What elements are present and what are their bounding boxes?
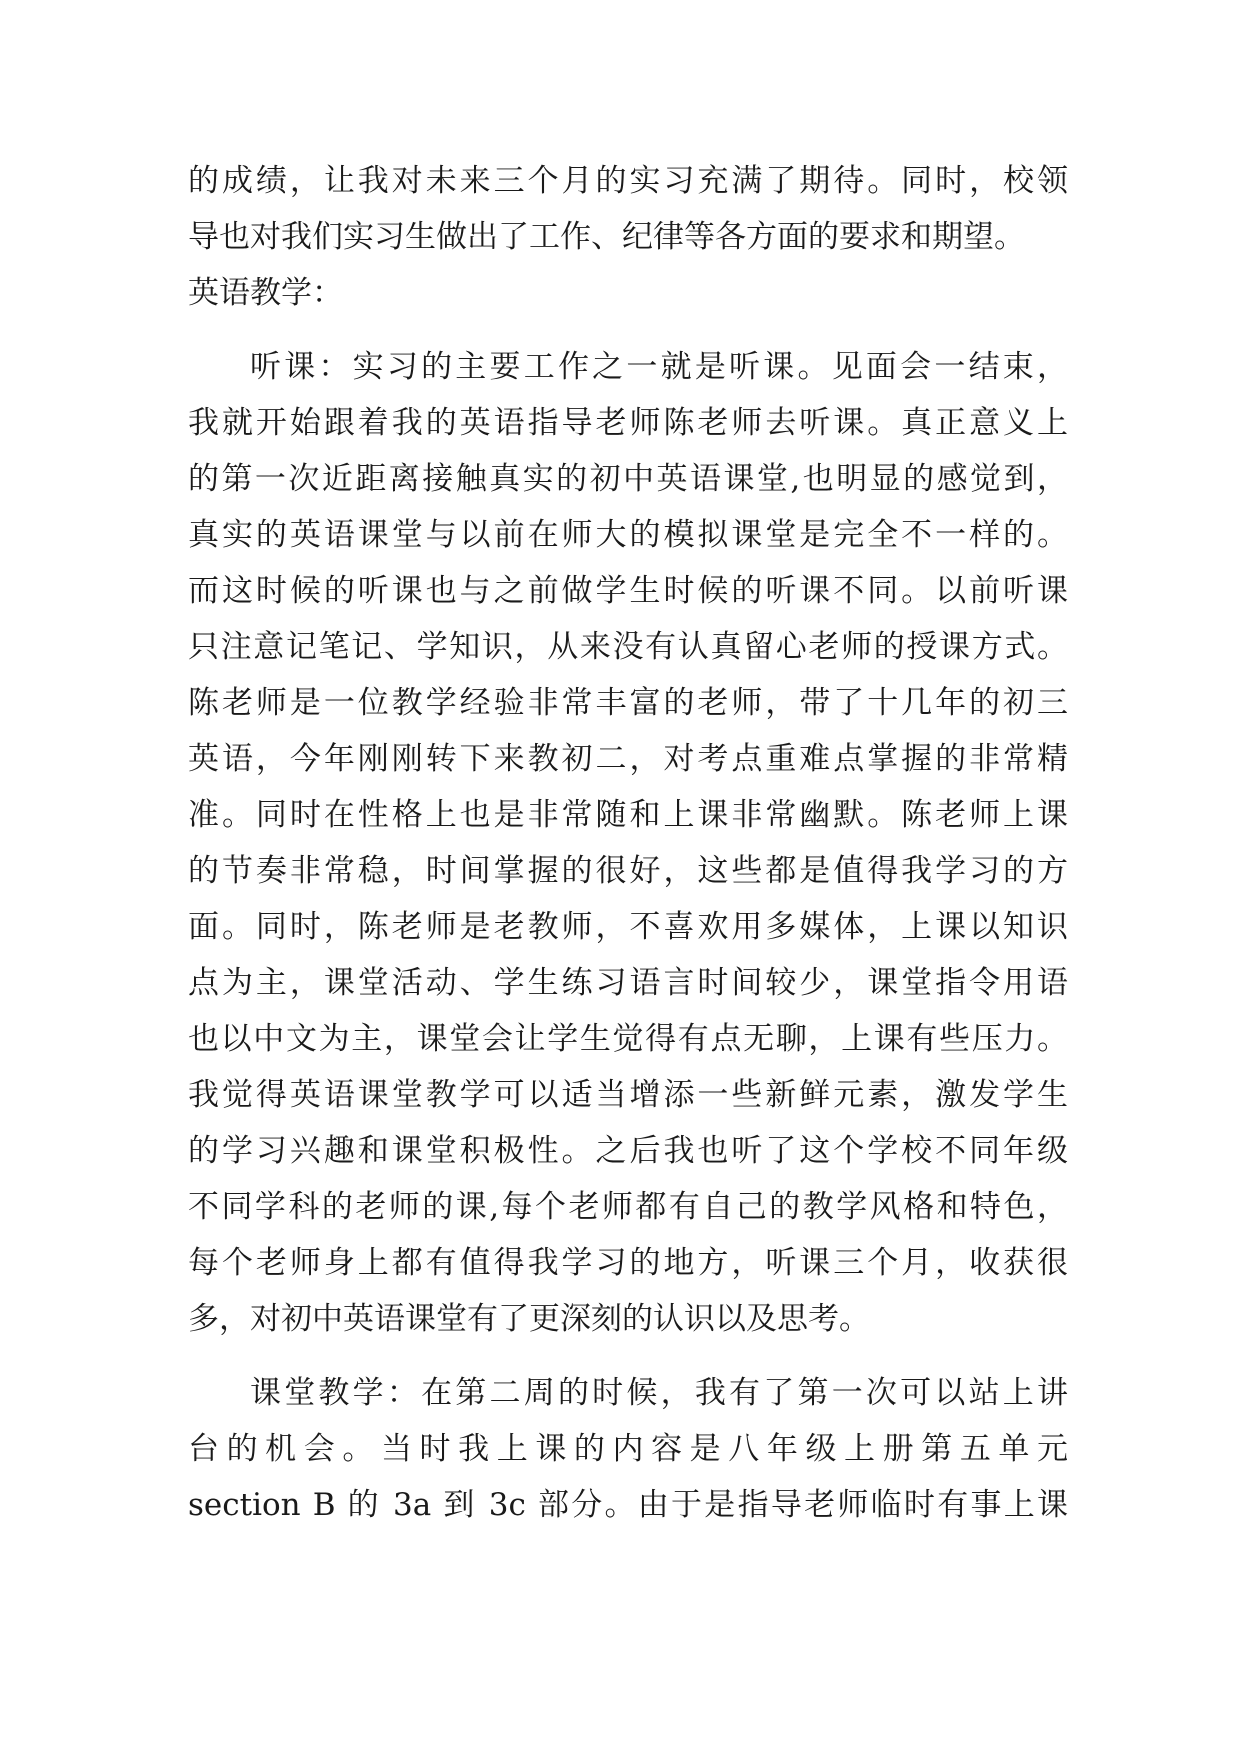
paragraph-line: 面。同时，陈老师是老教师，不喜欢用多媒体，上课以知识: [188, 909, 1068, 945]
intro-paragraph: [188, 153, 1068, 265]
document-body: [188, 153, 1068, 1533]
listening-paragraph: [188, 339, 1068, 1347]
paragraph-line: 点为主，课堂活动、学生练习语言时间较少，课堂指令用语: [188, 965, 1068, 1001]
paragraph-line: 每个老师身上都有值得我学习的地方，听课三个月，收获很: [188, 1245, 1068, 1281]
paragraph-spacer: [188, 1347, 1068, 1365]
paragraph-line: 的成绩，让我对未来三个月的实习充满了期待。同时，校领: [188, 163, 1068, 199]
paragraph-line: 台的机会。当时我上课的内容是八年级上册第五单元: [188, 1431, 1068, 1467]
paragraph-line: 听课：实习的主要工作之一就是听课。见面会一结束，: [250, 349, 1068, 385]
paragraph-line: 的学习兴趣和课堂积极性。之后我也听了这个学校不同年级: [188, 1133, 1068, 1169]
paragraph-line: 陈老师是一位教学经验非常丰富的老师，带了十几年的初三: [188, 685, 1068, 721]
paragraph-line: 导也对我们实习生做出了工作、纪律等各方面的要求和期望。: [188, 219, 1025, 255]
paragraph-line: 也以中文为主，课堂会让学生觉得有点无聊，上课有些压力。: [188, 1021, 1068, 1057]
paragraph-line: section B 的 3a 到 3c 部分。由于是指导老师临时有事上课: [188, 1487, 1068, 1523]
paragraph-line: 的节奏非常稳，时间掌握的很好，这些都是值得我学习的方: [188, 853, 1068, 889]
paragraph-line: 我就开始跟着我的英语指导老师陈老师去听课。真正意义上: [188, 405, 1068, 441]
paragraph-spacer: [188, 321, 1068, 339]
paragraph-line: 真实的英语课堂与以前在师大的模拟课堂是完全不一样的。: [188, 517, 1068, 553]
section-heading: 英语教学：: [188, 275, 343, 311]
paragraph-line: 而这时候的听课也与之前做学生时候的听课不同。以前听课: [188, 573, 1068, 609]
paragraph-line: 的第一次近距离接触真实的初中英语课堂,也明显的感觉到，: [188, 461, 1068, 497]
paragraph-line: 不同学科的老师的课,每个老师都有自己的教学风格和特色，: [188, 1189, 1068, 1225]
classroom-paragraph: [188, 1365, 1068, 1533]
paragraph-line: 英语，今年刚刚转下来教初二，对考点重难点掌握的非常精: [188, 741, 1068, 777]
paragraph-line: 只注意记笔记、学知识，从来没有认真留心老师的授课方式。: [188, 629, 1068, 665]
paragraph-line: 准。同时在性格上也是非常随和上课非常幽默。陈老师上课: [188, 797, 1068, 833]
paragraph-line: 多，对初中英语课堂有了更深刻的认识以及思考。: [188, 1301, 870, 1337]
paragraph-line: 我觉得英语课堂教学可以适当增添一些新鲜元素，激发学生: [188, 1077, 1068, 1113]
paragraph-line: 课堂教学：在第二周的时候，我有了第一次可以站上讲: [250, 1375, 1068, 1411]
